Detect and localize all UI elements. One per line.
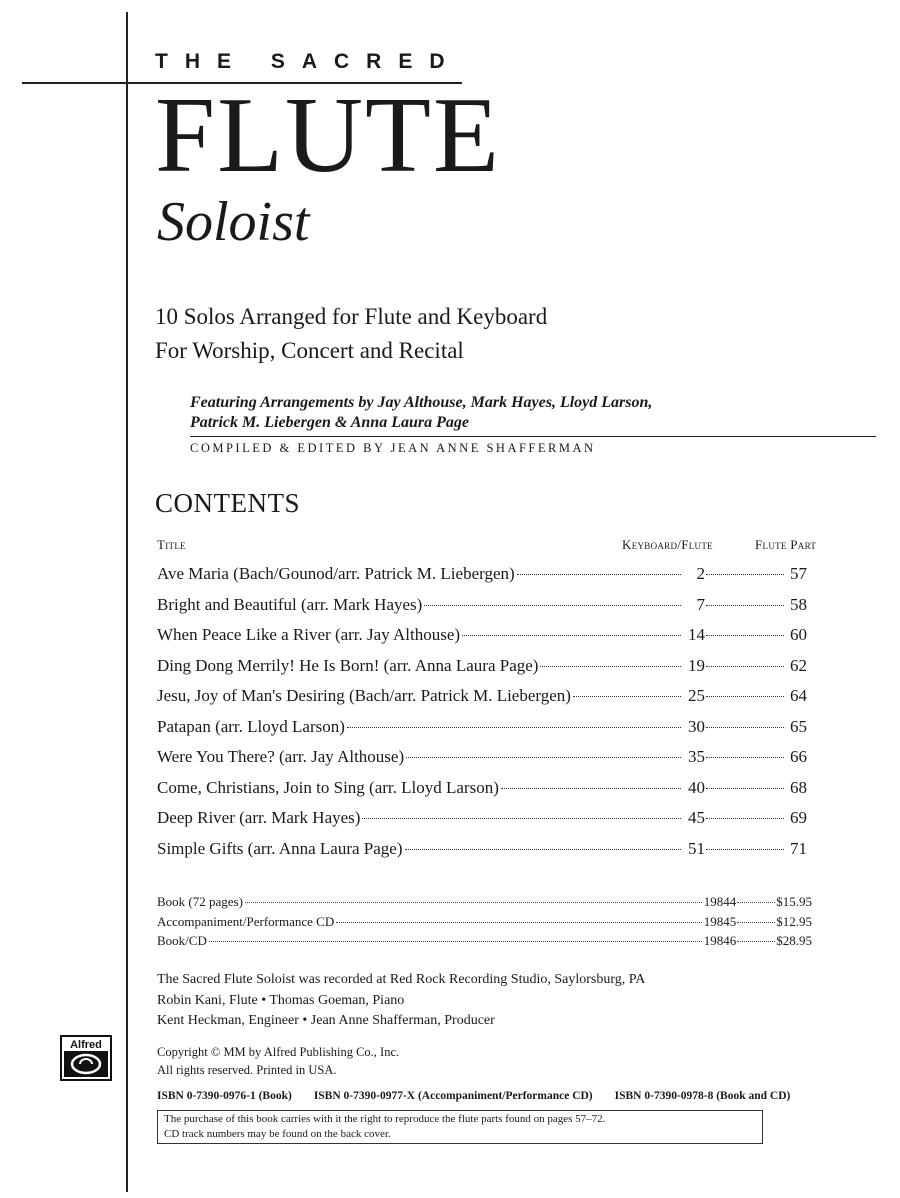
product-row bbox=[157, 914, 812, 934]
item-title: Patapan (arr. Lloyd Larson) bbox=[157, 716, 345, 736]
description-line-2: For Worship, Concert and Recital bbox=[155, 338, 464, 363]
leader-dots bbox=[706, 574, 784, 575]
item-title: Simple Gifts (arr. Anna Laura Page) bbox=[157, 838, 403, 858]
item-keyboard-page: 30 bbox=[688, 716, 705, 736]
contents-item bbox=[157, 717, 807, 748]
leader-dots bbox=[406, 757, 681, 758]
leader-dots bbox=[706, 666, 784, 667]
leader-dots bbox=[706, 696, 784, 697]
item-keyboard-page: 40 bbox=[688, 777, 705, 797]
item-title: When Peace Like a River (arr. Jay Althouse) bbox=[157, 625, 461, 644]
product-price: $12.95 bbox=[776, 913, 812, 929]
recording-line-3: Kent Heckman, Engineer • Jean Anne Shafferman, Producer bbox=[157, 1013, 495, 1028]
series-label: THE SACRED bbox=[155, 50, 462, 73]
item-flute-page: 66 bbox=[790, 747, 807, 766]
compiled-by: COMPILED & EDITED BY JEAN ANNE SHAFFERMAN bbox=[190, 441, 596, 455]
leader-dots bbox=[706, 757, 784, 758]
item-title: Were You There? (arr. Jay Althouse) bbox=[157, 747, 405, 766]
leader-dots bbox=[501, 788, 681, 789]
contents-list bbox=[157, 564, 807, 869]
leader-dots bbox=[706, 788, 784, 789]
item-flute-page: 64 bbox=[790, 686, 807, 705]
contents-item bbox=[157, 747, 807, 778]
product-code: 19844 bbox=[703, 894, 737, 909]
description bbox=[155, 300, 547, 368]
item-keyboard-page: 25 bbox=[688, 686, 705, 705]
alfred-logo-icon bbox=[60, 1035, 112, 1081]
contents-item bbox=[157, 839, 807, 870]
product-name: Book (72 pages) bbox=[157, 894, 243, 909]
reproduction-notice bbox=[157, 1110, 763, 1144]
item-keyboard-page: 19 bbox=[688, 655, 705, 675]
product-price: $28.95 bbox=[776, 933, 812, 948]
isbn-cd: ISBN 0-7390-0977-X (Accompaniment/Performance CD) bbox=[313, 1090, 593, 1102]
contents-item bbox=[157, 595, 807, 626]
item-title: Ave Maria (Bach/Gounod/arr. Patrick M. Liebergen) bbox=[157, 564, 515, 583]
item-flute-page: 57 bbox=[790, 564, 807, 583]
leader-dots bbox=[209, 941, 702, 942]
isbn-book: ISBN 0-7390-0976-1 (Book) bbox=[157, 1090, 292, 1102]
leader-dots bbox=[706, 605, 784, 606]
contents-item bbox=[157, 656, 807, 687]
leader-dots bbox=[706, 727, 784, 728]
logo-text: Alfred bbox=[70, 1039, 102, 1051]
item-keyboard-page: 14 bbox=[688, 625, 705, 644]
featuring-line-2: Patrick M. Liebergen & Anna Laura Page bbox=[190, 414, 469, 431]
product-code: 19845 bbox=[703, 913, 737, 929]
vertical-rule bbox=[126, 12, 128, 1192]
leader-dots bbox=[573, 696, 681, 697]
leader-dots bbox=[706, 635, 784, 636]
item-keyboard-page: 35 bbox=[688, 747, 705, 766]
item-flute-page: 60 bbox=[790, 625, 807, 644]
notice-line-2: CD track numbers may be found on the back cover. bbox=[164, 1128, 391, 1140]
recording-line-1: The Sacred Flute Soloist was recorded at Red Rock Recording Studio, Saylorsburg, PA bbox=[157, 972, 646, 987]
item-flute-page: 69 bbox=[790, 808, 807, 827]
item-title: Jesu, Joy of Man's Desiring (Bach/arr. Patrick M. Liebergen) bbox=[157, 686, 571, 705]
leader-dots bbox=[737, 902, 775, 903]
leader-dots bbox=[405, 849, 682, 850]
leader-dots bbox=[540, 666, 681, 667]
product-price: $15.95 bbox=[776, 894, 812, 909]
leader-dots bbox=[424, 605, 681, 606]
item-keyboard-page: 51 bbox=[688, 838, 705, 858]
leader-dots bbox=[462, 635, 681, 636]
item-title: Come, Christians, Join to Sing (arr. Lloyd Larson) bbox=[157, 777, 499, 797]
book-subtitle: Soloist bbox=[157, 191, 310, 253]
leader-dots bbox=[737, 941, 775, 942]
leader-dots bbox=[706, 818, 784, 819]
item-flute-page: 62 bbox=[790, 655, 807, 675]
leader-dots bbox=[517, 574, 681, 575]
leader-dots bbox=[706, 849, 784, 850]
contents-item bbox=[157, 686, 807, 717]
product-name: Book/CD bbox=[157, 933, 207, 948]
item-title: Bright and Beautiful (arr. Mark Hayes) bbox=[157, 594, 423, 614]
leader-dots bbox=[737, 922, 775, 923]
column-keyboard-header: Keyboard/Flute bbox=[622, 537, 713, 552]
copyright bbox=[157, 1043, 399, 1079]
product-row bbox=[157, 894, 812, 914]
contents-item bbox=[157, 625, 807, 656]
featuring-rule bbox=[190, 436, 876, 437]
leader-dots bbox=[336, 922, 702, 923]
contents-item bbox=[157, 808, 807, 839]
recording-line-2: Robin Kani, Flute • Thomas Goeman, Piano bbox=[157, 992, 405, 1008]
product-name: Accompaniment/Performance CD bbox=[157, 913, 335, 929]
item-keyboard-page: 7 bbox=[696, 594, 705, 614]
item-flute-page: 65 bbox=[790, 716, 807, 736]
item-title: Ding Dong Merrily! He Is Born! (arr. Anna Laura Page) bbox=[157, 655, 539, 675]
product-list bbox=[157, 894, 812, 953]
product-code: 19846 bbox=[703, 933, 737, 948]
leader-dots bbox=[347, 727, 681, 728]
item-flute-page: 58 bbox=[790, 594, 807, 614]
isbn-book-cd: ISBN 0-7390-0978-8 (Book and CD) bbox=[614, 1090, 791, 1102]
product-row bbox=[157, 933, 812, 953]
item-flute-page: 71 bbox=[790, 838, 807, 858]
recording-credits bbox=[157, 970, 645, 1032]
description-line-1: 10 Solos Arranged for Flute and Keyboard bbox=[155, 304, 548, 329]
book-title: FLUTE bbox=[155, 76, 501, 195]
leader-dots bbox=[245, 902, 702, 903]
featuring-arrangers bbox=[190, 393, 810, 433]
item-flute-page: 68 bbox=[790, 777, 807, 797]
featuring-line-1: Featuring Arrangements by Jay Althouse, Mark Hayes, Lloyd Larson, bbox=[190, 394, 653, 411]
leader-dots bbox=[362, 818, 681, 819]
copyright-line-2: All rights reserved. Printed in USA. bbox=[157, 1063, 337, 1077]
column-title-header: Title bbox=[157, 537, 186, 552]
contents-item bbox=[157, 778, 807, 809]
isbn-list bbox=[157, 1090, 857, 1102]
contents-item bbox=[157, 564, 807, 595]
item-keyboard-page: 45 bbox=[688, 808, 705, 827]
contents-heading: CONTENTS bbox=[155, 488, 300, 518]
copyright-line-1: Copyright © MM by Alfred Publishing Co., Inc. bbox=[157, 1045, 400, 1059]
item-keyboard-page: 2 bbox=[696, 564, 705, 583]
notice-line-1: The purchase of this book carries with it the right to reproduce the flute parts found on pages 57–72. bbox=[164, 1113, 606, 1125]
column-flute-header: Flute Part bbox=[755, 537, 817, 552]
item-title: Deep River (arr. Mark Hayes) bbox=[157, 808, 361, 827]
